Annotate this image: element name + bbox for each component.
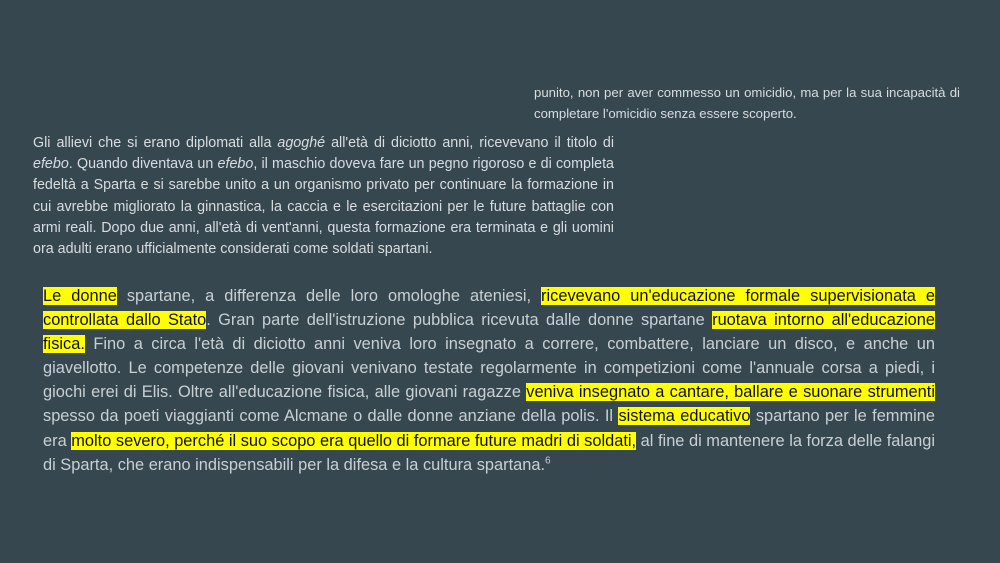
term-efebo: efebo bbox=[217, 156, 254, 173]
text-segment: Fino a circa l'età di diciotto anni veniva loro insegnato a correre, combattere, lanciare un disco, e anche un giavellotto. Le competenze delle giovani venivano testate regolarmente in competizioni come l'annuale corsa a piedi, i giochi erei di Elis. Oltre all'educazione fisica, alle giovani ragazze bbox=[43, 335, 935, 402]
highlight-le-donne: Le donne bbox=[43, 287, 117, 305]
ephebe-text-1: Gli allievi che si erano diplomati alla bbox=[33, 135, 278, 151]
text-segment: al fine di mantenere la forza delle falangi di Sparta, che erano indispensabili per la difesa e la cultura spartana. bbox=[43, 431, 935, 474]
term-agoge: agoghé bbox=[277, 135, 326, 151]
ephebe-text-3: . Quando diventava un bbox=[68, 156, 218, 173]
ephebe-text-4: , il maschio doveva fare un pegno rigoroso e di completa fedeltà a Sparta e si sarebbe unito a un organismo privato per continuare la formazione in cui avrebbe migliorato la ginnastica, la caccia e le esercitazioni per le future battaglie con armi reali. Dopo due anni, all'età di vent'anni, questa formazione era terminata e gli uomini ora adulti erano ufficialmente considerati come soldati spartani. bbox=[33, 156, 614, 258]
text-segment: spartano per le femmine era bbox=[43, 407, 935, 450]
text-segment: . Gran parte dell'istruzione pubblica ricevuta dalle donne spartane bbox=[206, 311, 713, 330]
continued-paragraph-text: punito, non per aver commesso un omicidio, ma per la sua incapacità di completare l'omicidio senza essere scoperto. bbox=[534, 85, 960, 121]
term-efebo: efebo bbox=[33, 156, 69, 173]
text-segment: spartane, a differenza delle loro omologhe ateniesi, bbox=[116, 287, 542, 305]
ephebe-text-2: all'età di diciotto anni, ricevevano il titolo di bbox=[325, 135, 614, 151]
highlight-educational-system: sistema educativo bbox=[618, 407, 751, 426]
continued-paragraph bbox=[534, 82, 960, 124]
footnote-marker: 6 bbox=[545, 455, 551, 467]
highlight-very-severe: molto severo, perché il suo scopo era quello di formare future madri di soldati, bbox=[71, 431, 637, 450]
highlight-formal-education: ricevevano un'educazione formale supervisionata e controllata dallo Stato bbox=[43, 287, 935, 330]
highlight-singing-dancing: veniva insegnato a cantare, ballare e suonare strumenti bbox=[526, 383, 935, 402]
ephebe-paragraph bbox=[33, 133, 614, 260]
text-segment: spesso da poeti viaggianti come Alcmane o dalle donne anziane della polis. Il bbox=[43, 407, 619, 426]
highlight-physical-education: ruotava intorno all'educazione fisica. bbox=[43, 311, 935, 354]
women-education-paragraph bbox=[43, 284, 935, 477]
